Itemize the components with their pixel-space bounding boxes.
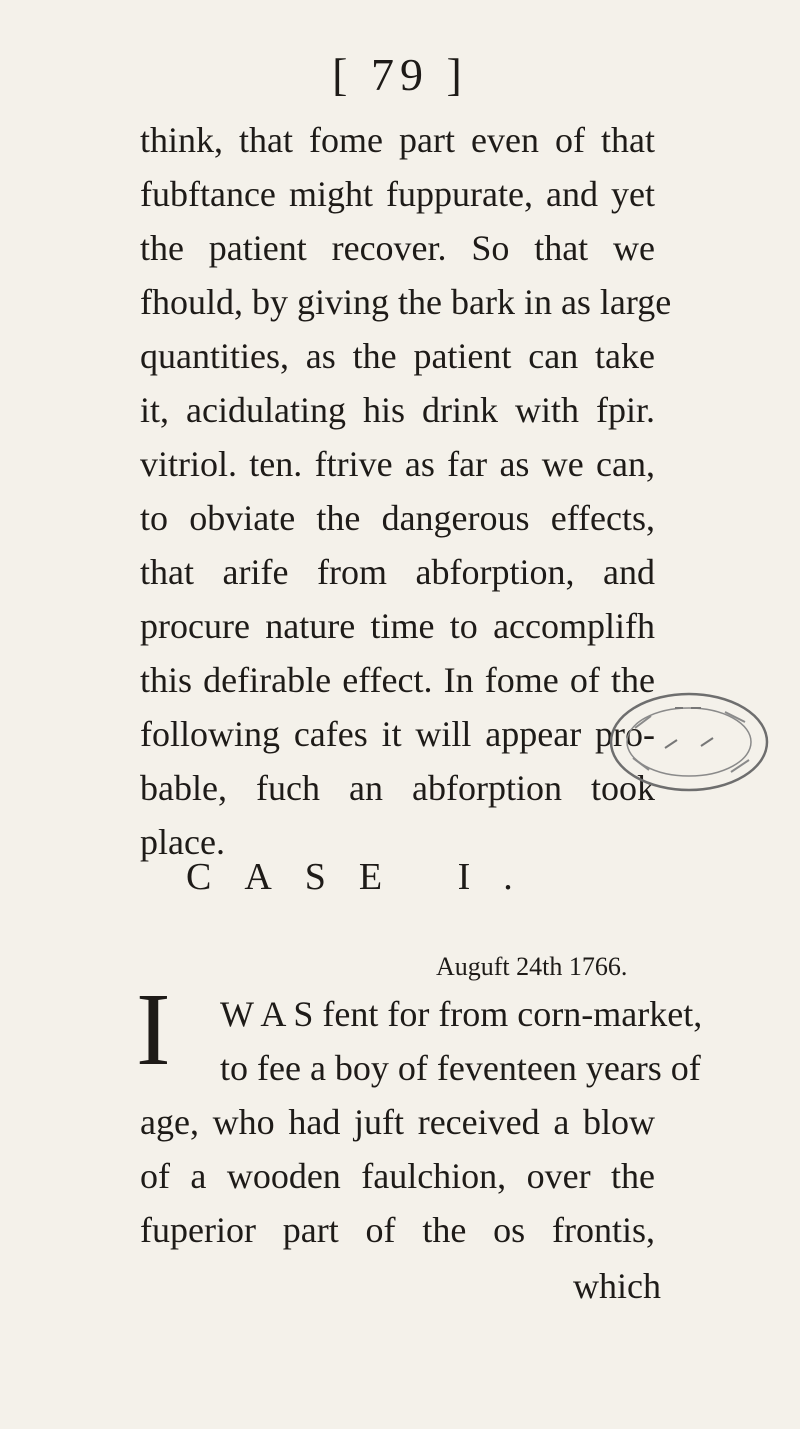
text-line: think, that fome part even of that xyxy=(140,120,655,160)
text-line: that arife from abforption, and xyxy=(140,552,655,592)
text-line: age, who had juft received a blow xyxy=(140,1102,655,1142)
text-line: fuperior part of the os frontis, xyxy=(140,1210,655,1250)
text-line: fubftance might fuppurate, and yet xyxy=(140,174,655,214)
drop-cap: I xyxy=(136,972,171,1087)
case-date: Auguft 24th 1766. xyxy=(436,952,628,981)
stamp-marks xyxy=(665,708,713,748)
case-heading: CASE I. xyxy=(186,856,546,898)
text-line: following cafes it will appear pro- xyxy=(140,714,655,754)
text-line: it, acidulating his drink with fpir. xyxy=(140,390,655,430)
text-line: the patient recover. So that we xyxy=(140,228,655,268)
text-line: quantities, as the patient can take xyxy=(140,336,655,376)
catchword: which xyxy=(573,1266,661,1306)
text-line: this defirable effect. In fome of the xyxy=(140,660,655,700)
text-line: fhould, by giving the bark in as large xyxy=(140,282,672,322)
text-line: to fee a boy of feventeen years of xyxy=(220,1048,701,1088)
text-line: of a wooden faulchion, over the xyxy=(140,1156,655,1196)
text-line: W A S fent for from corn-market, xyxy=(220,994,703,1034)
text-line: procure nature time to accomplifh xyxy=(140,606,655,646)
text-line: vitriol. ten. ftrive as far as we can, xyxy=(140,444,655,484)
page-number: [ 79 ] xyxy=(332,49,468,100)
library-stamp xyxy=(605,688,773,796)
stamp-inner-ring xyxy=(627,708,751,776)
text-line: place. xyxy=(140,822,225,862)
stamp-marks xyxy=(633,712,749,772)
text-line: to obviate the dangerous effects, xyxy=(140,498,655,538)
text-line: bable, fuch an abforption took xyxy=(140,768,655,808)
